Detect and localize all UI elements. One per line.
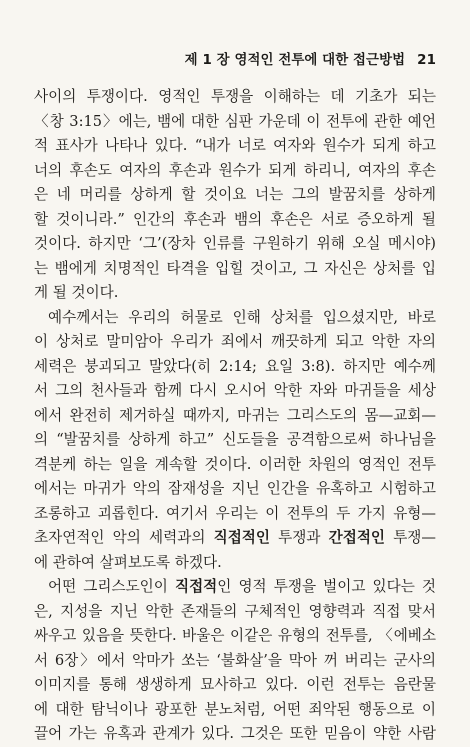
text-line-with-emphasis	[34, 575, 436, 600]
text-line: 사이의 투쟁이다. 영적인 투쟁을 이해하는 데 기초가 되는	[34, 88, 436, 105]
text-segment: 투쟁과	[269, 529, 329, 546]
text-line: 서 6장〉에서 악마가 쏘는 ‘불화살’을 막아 꺼 버리는 군사의	[34, 651, 436, 669]
text-line: 게 될 것이다.	[34, 284, 119, 301]
text-line: 는 뱀에게 치명적인 타격을 입힐 것이고, 그 자신은 상처를 입	[34, 259, 436, 277]
chapter-title: 제 1 장 영적인 전투에 대한 접근방법	[184, 53, 406, 68]
emphasis-direct: 직접적인	[213, 529, 270, 546]
text-line: 이 상처로 말미암아 우리가 죄에서 깨끗하게 되고 악한 자의	[34, 333, 436, 350]
emphasis-direct: 직접적	[174, 578, 218, 595]
emphasis-indirect: 간접적인	[328, 529, 386, 546]
body-text	[34, 85, 436, 747]
running-header	[34, 49, 436, 68]
text-line: 예수께서는 우리의 허물로 인해 상처를 입으셨지만, 바로	[48, 308, 436, 326]
text-line: 에서는 마귀가 악의 잠재성을 지닌 인간을 유혹하고 시험하고	[34, 480, 436, 497]
text-line: 은, 지성을 지닌 악한 존재들의 구체적인 영향력과 직접 맞서	[34, 602, 436, 620]
text-line: 끌어 가는 유혹과 관계가 있다. 그것은 또한 믿음이 약한 사람	[34, 725, 436, 742]
text-line: 할 것이니라.” 인간의 후손과 뱀의 후손은 서로 증오하게 될	[34, 210, 436, 228]
text-line: 에 관하여 살펴보도록 하겠다.	[34, 553, 222, 571]
text-line: 은 네 머리를 상하게 할 것이요 너는 그의 발꿈치를 상하게	[34, 186, 436, 203]
text-line: 에서 완전히 제거하실 때까지, 마귀는 그리스도의 몸—교회—	[34, 406, 436, 424]
text-line: 조롱하고 괴롭힌다. 여기서 우리는 이 전투의 두 가지 유형—	[34, 504, 436, 522]
text-line: 것이다. 하지만 ‘그’(장차 인류를 구원하기 위해 오실 메시야)	[34, 235, 436, 252]
text-line: 서 그의 천사들과 함께 다시 오시어 악한 자와 마귀들을 세상	[34, 382, 436, 399]
text-segment: 인 영적 투쟁을 벌이고 있다는 것	[217, 578, 436, 595]
text-line: 이미지를 통해 생생하게 묘사하고 있다. 이런 전투는 음란물	[34, 676, 436, 693]
text-line: 에 대한 탐닉이나 광포한 분노처럼, 어떤 죄악된 행동으로 이	[34, 700, 436, 718]
text-line: 적 표사가 나타나 있다. “내가 너로 여자와 원수가 되게 하고	[34, 137, 436, 154]
text-line: 의 “발꿈치를 상하게 하고” 신도들을 공격함으로써 하나님을	[34, 431, 436, 448]
text-line: 싸우고 있음을 뜻한다. 바울은 이같은 유형의 전투를, 〈에베소	[34, 627, 436, 644]
text-segment: 투쟁—	[385, 529, 436, 546]
text-line: 〈창 3:15〉에는, 뱀에 대한 심판 가운데 이 전투에 관한 예언	[34, 112, 436, 130]
text-line: 격분케 하는 일을 계속할 것이다. 이러한 차원의 영적인 전투	[34, 455, 436, 473]
text-line-with-emphasis	[34, 526, 436, 551]
text-segment: 초자연적인 악의 세력과의	[34, 529, 214, 546]
text-line: 세력은 붕괴되고 말았다(히 2:14; 요일 3:8). 하지만 예수께	[34, 357, 436, 375]
text-line: 너의 후손도 여자의 후손과 원수가 되게 하리니, 여자의 후손	[34, 161, 436, 179]
page-number: 21	[417, 53, 436, 68]
text-segment: 어떤 그리스도인이	[48, 578, 175, 595]
